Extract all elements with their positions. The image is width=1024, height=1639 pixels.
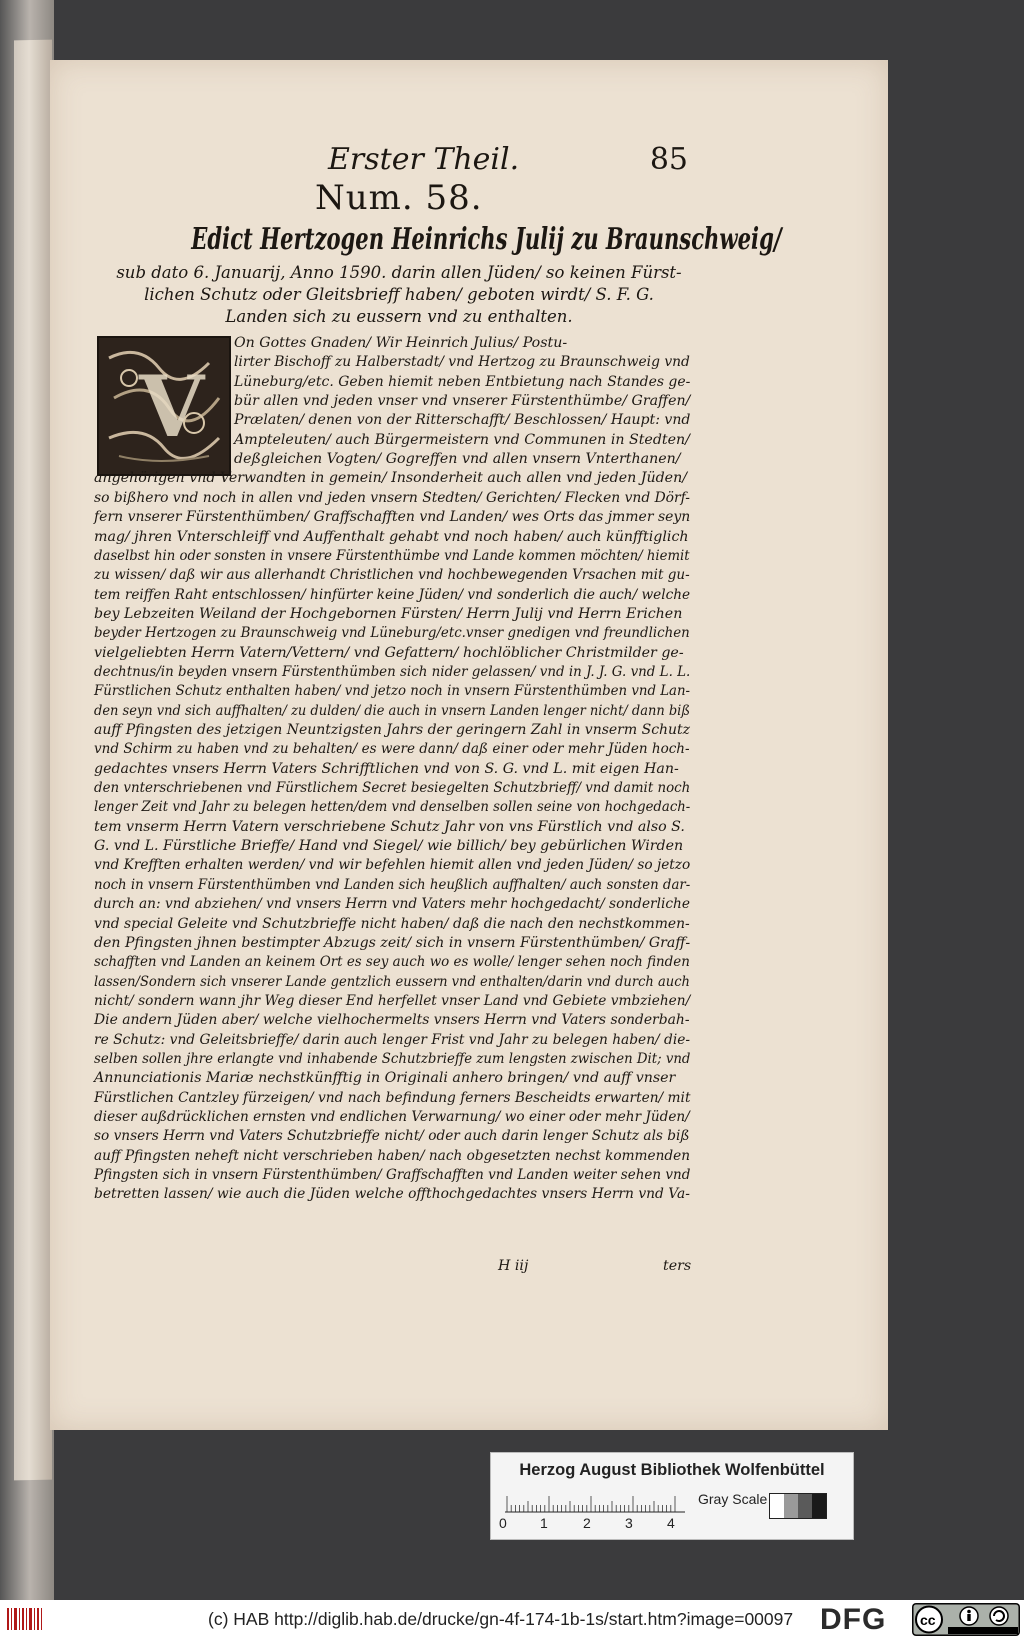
text-line: Fürstlichen Schutz enthalten haben/ vnd jetzo noch in vnsern Fürstenthümben vnd Lan- bbox=[94, 683, 691, 700]
text-line: Ampteleuten/ auch Bürgermeistern vnd Communen in Stedten/ bbox=[234, 431, 690, 448]
text-line: bür allen vnd jeden vnser vnd vnserer Fürstenthümbe/ Graffen/ bbox=[234, 393, 691, 410]
gray-scale-label: Gray Scale bbox=[698, 1491, 768, 1507]
text-line: beyder Hertzogen zu Braunschweig vnd Lüneburg/etc.vnser gnedigen vnd freundlichen bbox=[94, 625, 690, 642]
text-line: den vnterschriebenen vnd Fürstlichem Secret besiegelten Schutzbrieff/ vnd damit noch bbox=[94, 780, 691, 797]
title-line: sub dato 6. Januarij, Anno 1590. darin allen Jüden/ so keinen Fürst- bbox=[116, 263, 682, 282]
gray-swatch bbox=[770, 1494, 784, 1518]
text-line: Die andern Jüden aber/ welche vielhochermelts vnsers Herrn vnd Vaters sonderbah- bbox=[94, 1012, 690, 1029]
text-line: selben sollen jhre erlangte vnd inhabende Schutzbrieffe zum lengsten zwischen Dit; vnd bbox=[94, 1050, 691, 1067]
barcode-icon bbox=[6, 1606, 44, 1632]
page-number: 85 bbox=[649, 142, 688, 177]
copyright-link[interactable]: (c) HAB http://diglib.hab.de/drucke/gn-4f-174-1b-1s/start.htm?image=00097 bbox=[208, 1609, 794, 1629]
document-title bbox=[104, 222, 782, 326]
ruler-icon bbox=[505, 1491, 685, 1513]
text-line: angehörigen vnd Verwandten in gemein/ Insonderheit auch allen vnd jeden Jüden/ bbox=[94, 470, 687, 487]
text-line: bey Lebzeiten Weiland der Hochgebornen Fürsten/ Herrn Julij vnd Herrn Erichen bbox=[94, 605, 683, 622]
text-line: lirter Bischoff zu Halberstadt/ vnd Hertzog zu Braunschweig vnd bbox=[234, 354, 690, 371]
decorated-initial-letter bbox=[97, 336, 231, 476]
signature-mark: H iij bbox=[498, 1258, 529, 1274]
gray-swatch bbox=[798, 1494, 812, 1518]
text-line: den Pfingsten jhnen bestimpter Abzugs zeit/ sich in vnsern Fürstenthümben/ Graff- bbox=[94, 934, 691, 951]
footer-bar bbox=[0, 1600, 1024, 1639]
text-line: so vnsers Herrn vnd Vaters Schutzbrieffe nicht/ oder auch darin lenger Schutz als biß bbox=[94, 1128, 690, 1145]
text-line: betretten lassen/ wie auch die Jüden welche offthochgedachtes vnsers Herrn vnd Va- bbox=[94, 1186, 690, 1203]
page-header bbox=[328, 142, 688, 182]
text-line: Fürstlichen Cantzley fürzeigen/ vnd nach befindung ferners Bescheidts erwarten/ mit bbox=[94, 1089, 691, 1106]
text-line: auff Pfingsten neheft nicht verschrieben haben/ nach obgesetzten nechst kommenden bbox=[94, 1147, 690, 1164]
gray-swatch bbox=[812, 1494, 826, 1518]
ruler-label: 0 bbox=[499, 1515, 507, 1531]
text-line: noch in vnsern Fürstenthümben vnd Landen sich heußlich auffhalten/ auch sonsten dar- bbox=[94, 876, 691, 893]
text-line: Lüneburg/etc. Geben hiemit neben Entbietung nach Standes ge- bbox=[234, 373, 691, 390]
text-line: tem vnserm Herrn Vatern verschriebene Schutz Jahr von vns Fürstlich vnd also S. bbox=[94, 818, 685, 835]
text-line: zu wissen/ daß wir aus allerhandt Christlichen vnd hochbewegenden Vrsachen mit gu- bbox=[94, 567, 690, 584]
text-line: Prælaten/ denen von der Ritterschafft/ Beschlossen/ Haupt: vnd bbox=[234, 412, 691, 429]
title-line: lichen Schutz oder Gleitsbrieff haben/ geboten wirdt/ S. F. G. bbox=[144, 285, 654, 304]
title-line: Edict Hertzogen Heinrichs Julij zu Braunschweig/ bbox=[191, 222, 782, 257]
text-line: durch an: vnd abziehen/ vnd vnsers Herrn vnd Vaters mehr hochgedacht/ sonderliche bbox=[94, 896, 690, 913]
text-line: vielgeliebten Herrn Vatern/Vettern/ vnd Gefattern/ hochlöblicher Christmilder ge- bbox=[94, 644, 684, 661]
text-line: gedachtes vnsers Herrn Vaters Schrifftlichen vnd von S. G. vnd L. mit eigen Han- bbox=[94, 760, 679, 777]
left-page-edge bbox=[14, 40, 52, 1481]
ruler-label: 4 bbox=[667, 1515, 675, 1531]
ruler-label: 3 bbox=[625, 1515, 633, 1531]
library-name: Herzog August Bibliothek Wolfenbüttel bbox=[519, 1461, 825, 1479]
cc-by-sa-icon[interactable] bbox=[912, 1603, 1020, 1636]
running-title: Erster Theil. bbox=[328, 142, 520, 177]
text-line: vnd Krefften erhalten werden/ vnd wir befehlen hiemit allen vnd jeden Jüden/ so jetzo bbox=[94, 857, 691, 874]
ruler-label: 2 bbox=[583, 1515, 591, 1531]
text-line: mag/ jhren Vnterschleiff vnd Auffenthalt gehabt vnd noch haben/ auch künfftiglich bbox=[94, 528, 689, 545]
text-line: On Gottes Gnaden/ Wir Heinrich Julius/ Postu- bbox=[234, 335, 568, 351]
text-line: auff Pfingsten des jetzigen Neuntzigsten Jahrs der geringern Zahl in vnserm Schutz bbox=[94, 722, 691, 738]
text-line: deßgleichen Vogten/ Gogreffen vnd allen vnsern Vnterthanen/ bbox=[234, 451, 681, 468]
title-line: Landen sich zu eussern vnd zu enthalten. bbox=[225, 307, 573, 326]
dfg-logo: DFG bbox=[820, 1603, 887, 1636]
text-line: tem reiffen Raht entschlossen/ hinfürter keine Jüden/ vnd sonderlich die auch/ welche bbox=[94, 586, 691, 603]
text-line: Annunciationis Mariæ nechstkünfftig in Originali anhero bringen/ vnd auff vnser bbox=[94, 1070, 676, 1087]
text-line: dechtnus/in beyden vnsern Fürstenthümben sich nider gelassen/ vnd in J. J. G. vnd L. L. bbox=[94, 663, 691, 680]
document-number: Num. 58. bbox=[315, 178, 483, 218]
text-line: dieser außdrücklichen ernsten vnd endlichen Verwarnung/ wo einer oder mehr Jüden/ bbox=[94, 1109, 690, 1125]
ruler-label: 1 bbox=[540, 1515, 548, 1531]
text-line: vnd Schirm zu haben vnd zu behalten/ es were dann/ daß einer oder mehr Jüden hoch- bbox=[94, 741, 690, 758]
text-line: lenger Zeit vnd Jahr zu belegen hetten/dem vnd denselben sollen seine von hochgedach- bbox=[94, 799, 691, 816]
gray-swatch bbox=[784, 1494, 798, 1518]
text-line: schafften vnd Landen an keinem Ort es sey auch wo es wolle/ lenger sehen noch finden bbox=[94, 954, 690, 971]
text-line: lassen/Sondern sich vnserer Lande gentzlich eussern vnd enthalten/darin vnd durch auch bbox=[94, 973, 690, 990]
gray-scale-swatches bbox=[769, 1493, 827, 1519]
text-line: daselbst hin oder sonsten in vnsere Fürstenthümbe vnd Lande kommen möchten/ hiemit bbox=[94, 547, 690, 564]
text-line: Pfingsten sich in vnsern Fürstenthümben/ Graffschafften vnd Landen weiter sehen vnd bbox=[94, 1167, 691, 1184]
ruler-labels bbox=[499, 1515, 689, 1533]
svg-text:V: V bbox=[139, 357, 205, 456]
text-line: den seyn vnd sich auffhalten/ zu dulden/ die auch in vnsern Landen lenger nicht/ dann biß bbox=[94, 702, 691, 719]
svg-text:cc: cc bbox=[920, 1612, 936, 1628]
text-line: re Schutz: vnd Geleitsbrieffe/ darin auch lenger Frist vnd Jahr zu belegen haben/ die- bbox=[94, 1031, 691, 1048]
text-line: vnd special Geleite vnd Schutzbrieffe nicht haben/ daß die nach den nechstkommen- bbox=[94, 915, 690, 932]
text-line: nicht/ sondern wann jhr Weg dieser End herfellet vnser Land vnd Gebiete vmbziehen/ bbox=[94, 992, 691, 1009]
text-line: so bißhero vnd noch in allen vnd jeden vnsern Stedten/ Gerichten/ Flecken vnd Dörf- bbox=[94, 489, 690, 506]
text-line: G. vnd L. Fürstliche Brieffe/ Hand vnd Siegel/ wie billich/ bey gebürlichen Wirden bbox=[94, 838, 684, 855]
color-target bbox=[490, 1452, 854, 1540]
ornament-initial-icon bbox=[99, 338, 229, 474]
catchword: ters bbox=[663, 1258, 692, 1274]
text-line: fern vnserer Fürstenthümben/ Graffschafften vnd Landen/ wes Orts das jmmer seyn bbox=[94, 509, 691, 526]
